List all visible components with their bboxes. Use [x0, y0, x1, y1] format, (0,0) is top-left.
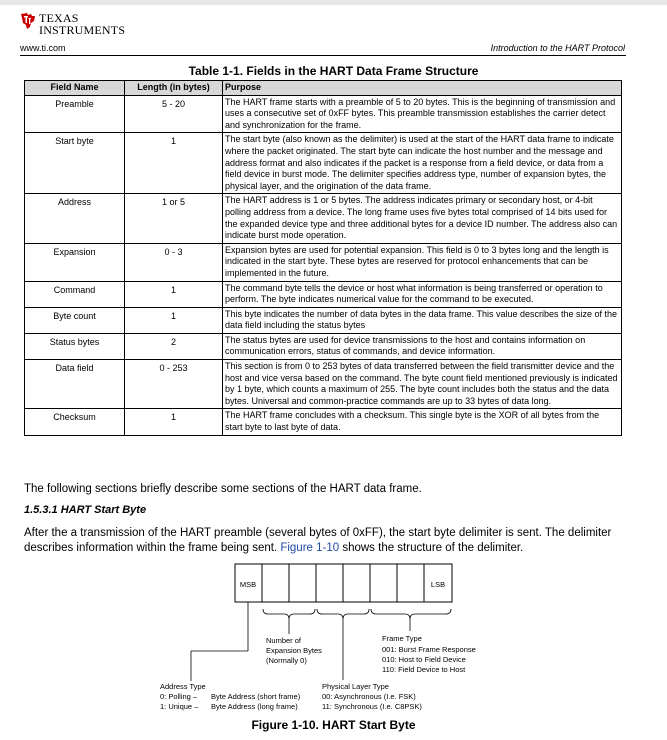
address-type-line: Address Type	[160, 682, 206, 691]
field-name-cell: Status bytes	[25, 333, 125, 359]
body-text: After the a transmission of the HART preamble (several bytes of 0xFF), the start byte delimiter is sent. The delimiter describes information within the frame being sent.	[24, 527, 612, 554]
frame-type-label	[382, 634, 476, 674]
frame-type-line: 110: Field Device to Host	[382, 665, 466, 674]
physical-layer-line: 00: Asynchronous (I.e. FSK)	[322, 692, 416, 701]
bit-boxes	[235, 564, 452, 602]
msb-label: MSB	[239, 580, 257, 589]
length-cell: 1	[125, 409, 223, 435]
site-url[interactable]: www.ti.com	[20, 43, 66, 53]
field-name-cell: Command	[25, 281, 125, 307]
purpose-cell: This byte indicates the number of data bytes in the data frame. This value describes the size of the data field including the status bytes	[223, 307, 622, 333]
physical-layer-line: Physical Layer Type	[322, 682, 389, 691]
purpose-cell: Expansion bytes are used for potential expansion. This field is 0 to 3 bytes long and the length is indicated in the start byte. These bytes are reserved for protocol enhancements that can be implemented in the future.	[223, 243, 622, 281]
field-name-cell: Data field	[25, 360, 125, 409]
expansion-brace	[263, 609, 315, 619]
figure-link[interactable]: Figure 1-10	[280, 542, 340, 554]
address-type-label	[160, 682, 301, 711]
purpose-cell: The start byte (also known as the delimiter) is used at the start of the HART data frame to indicate where the packet originated. The start byte can indicate the host number and the message and address format and also indicates if the packet is a response from a field device, or data from a field device in burst mode. The delimiter specifies address type, number of expansion bytes, the physical layer, and the origination of the data frame.	[223, 133, 622, 194]
address-type-line: Byte Address (long frame)	[211, 702, 298, 711]
length-cell: 1	[125, 307, 223, 333]
purpose-cell: The status bytes are used for device transmissions to the host and contains information on communication errors, status of commands, and device information.	[223, 333, 622, 359]
physical-layer-label	[322, 682, 422, 711]
section-heading: 1.5.3.1 HART Start Byte	[24, 504, 147, 516]
column-header: Length (in bytes)	[125, 81, 223, 96]
length-cell: 1	[125, 281, 223, 307]
field-name-cell: Checksum	[25, 409, 125, 435]
expansion-label-line: (Normally 0)	[266, 656, 307, 665]
table-title: Table 1-1. Fields in the HART Data Frame Structure	[188, 64, 479, 78]
purpose-cell: The HART address is 1 or 5 bytes. The address indicates primary or secondary host, or 4-bit polling address from a device. The long frame uses five bytes total comprised of 14 bits used for the expanded device type and three additional bytes for a device ID number. The address also can indicate burst mode operation.	[223, 194, 622, 243]
purpose-cell: The command byte tells the device or host what information is being transferred or operation to perform. The byte indicates numerical value for the command to be executed.	[223, 281, 622, 307]
purpose-cell: The HART frame concludes with a checksum. This single byte is the XOR of all bytes from the start byte to last byte of data.	[223, 409, 622, 435]
field-name-cell: Expansion	[25, 243, 125, 281]
expansion-label-line: Expansion Bytes	[266, 646, 322, 655]
field-name-cell: Start byte	[25, 133, 125, 194]
expansion-label-line: Number of	[266, 636, 302, 645]
brand-line-2: INSTRUMENTS	[39, 23, 126, 37]
length-cell: 2	[125, 333, 223, 359]
length-cell: 5 - 20	[125, 95, 223, 133]
purpose-cell: The HART frame starts with a preamble of 5 to 20 bytes. This is the beginning of transmission and uses a consecutive set of 0xFF bytes. This preamble transmission establishes the carrier detect and synchronization for the frame.	[223, 95, 622, 133]
field-name-cell: Byte count	[25, 307, 125, 333]
body-text-end: shows the structure of the delimiter.	[339, 542, 524, 554]
brand-line-1: TEXAS	[39, 11, 79, 25]
address-type-line: 1: Unique –	[160, 702, 199, 711]
frame-type-line: 001: Burst Frame Response	[382, 645, 476, 654]
frame-type-line: Frame Type	[382, 634, 422, 643]
figure-caption: Figure 1-10. HART Start Byte	[251, 718, 416, 732]
address-type-line: Byte Address (short frame)	[211, 692, 301, 701]
length-cell: 0 - 3	[125, 243, 223, 281]
address-type-line: 0: Polling –	[160, 692, 198, 701]
physical-brace	[317, 609, 369, 619]
lsb-label: LSB	[430, 580, 446, 589]
frame-type-line: 010: Host to Field Device	[382, 655, 466, 664]
field-name-cell: Preamble	[25, 95, 125, 133]
physical-layer-line: 11: Synchronous (I.e. C8PSK)	[322, 702, 422, 711]
column-header: Field Name	[25, 81, 125, 96]
length-cell: 1 or 5	[125, 194, 223, 243]
column-header: Purpose	[223, 81, 622, 96]
expansion-label	[266, 636, 322, 665]
field-name-cell: Address	[25, 194, 125, 243]
length-cell: 1	[125, 133, 223, 194]
intro-paragraph: The following sections briefly describe some sections of the HART data frame.	[24, 483, 422, 495]
purpose-cell: This section is from 0 to 253 bytes of data transferred between the field transmitter device and the host and vice versa based on the command. The byte count field mentioned previously is indicated by 1 byte, which counts a maximum of 255. The byte count includes both the status and the data bytes. Universal and common-practice commands are up to 33 bytes of data long.	[223, 360, 622, 409]
length-cell: 0 - 253	[125, 360, 223, 409]
frame-type-brace	[371, 609, 451, 619]
section-title: Introduction to the HART Protocol	[490, 43, 625, 53]
